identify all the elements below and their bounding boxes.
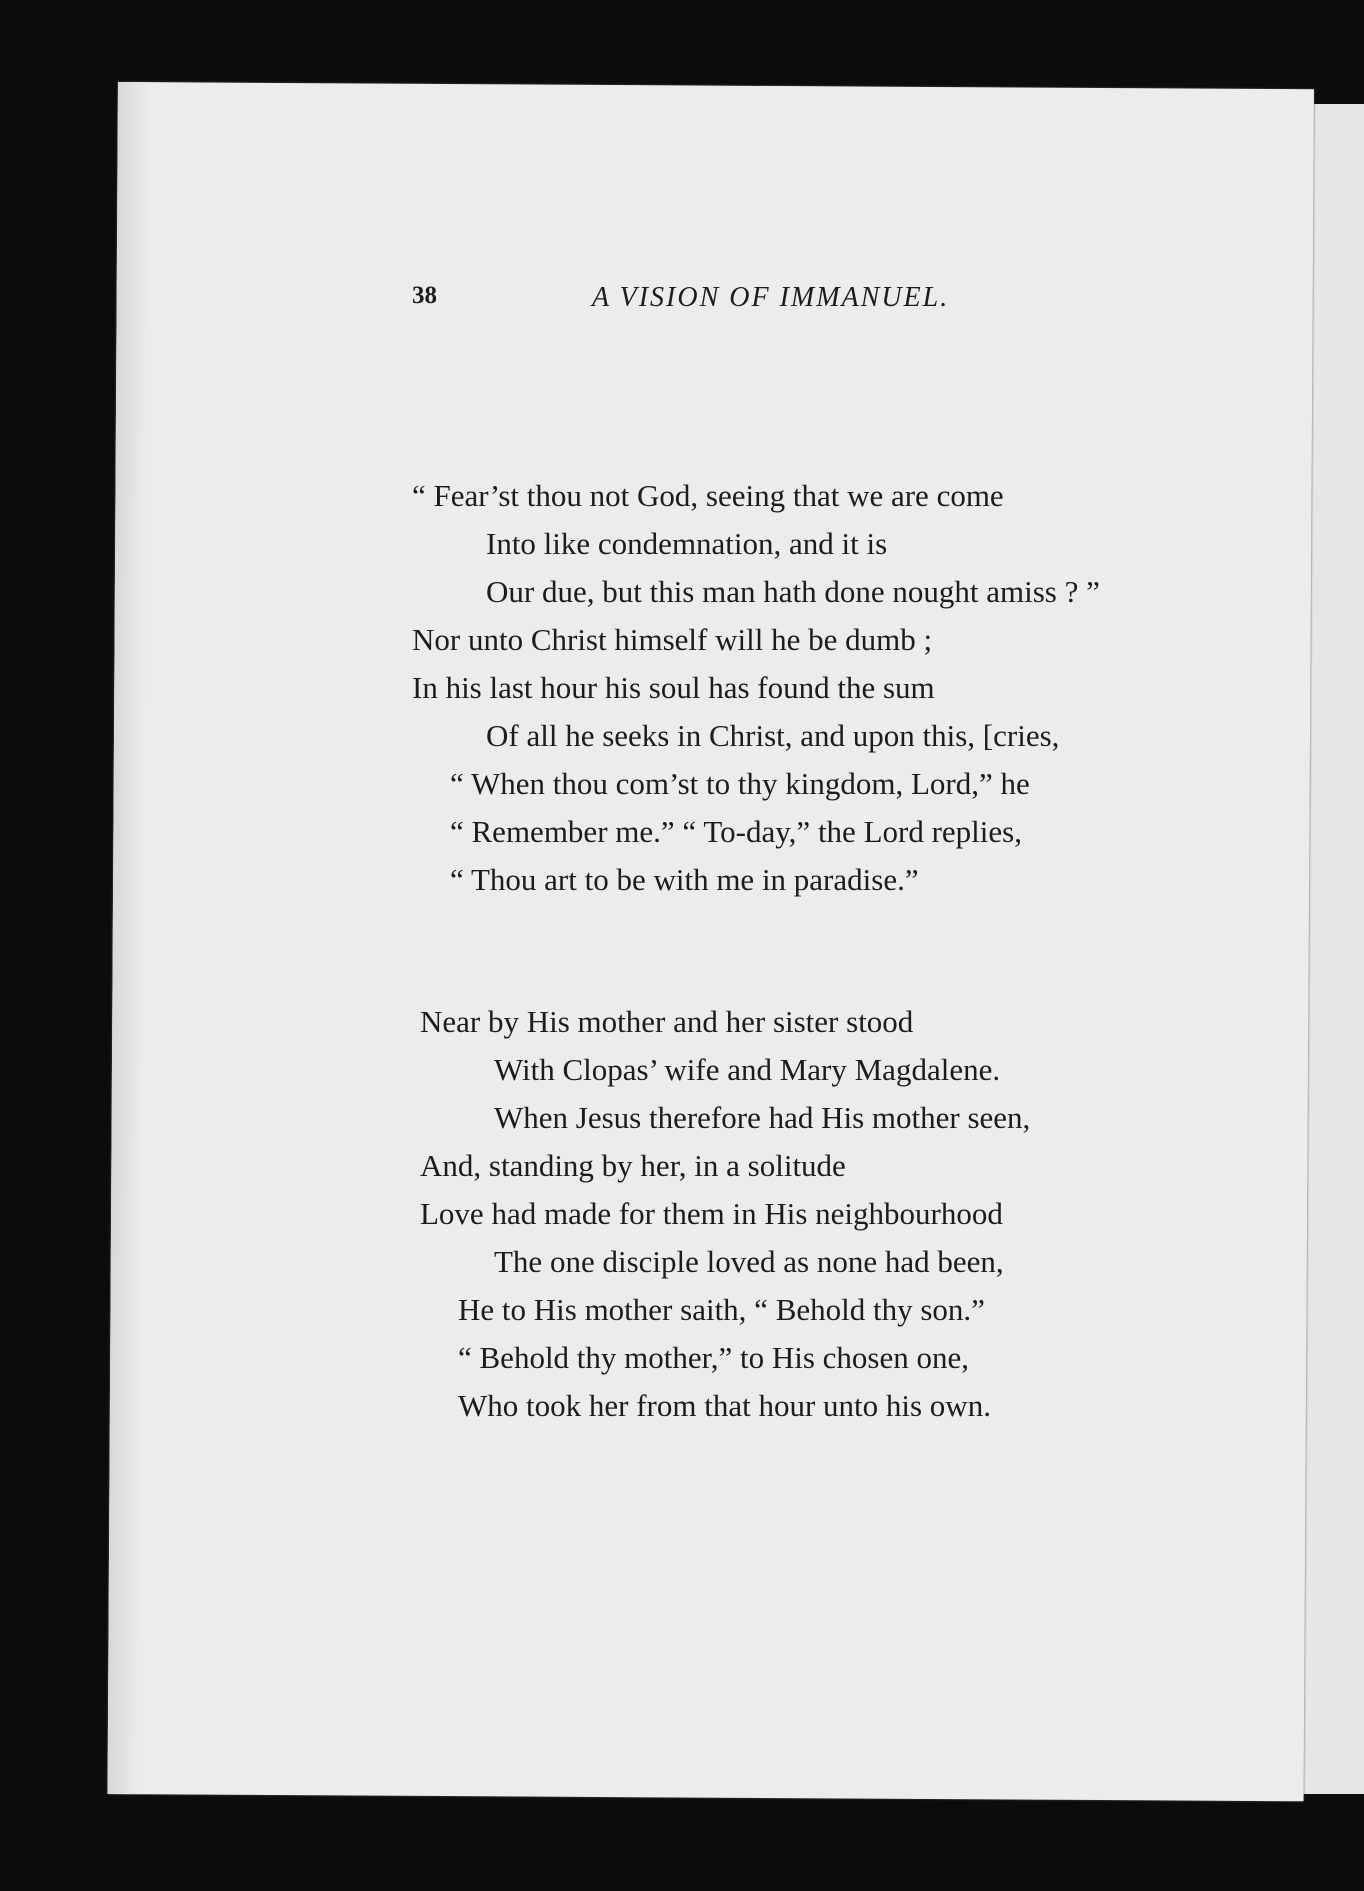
poem-line: “ Thou art to be with me in paradise.”: [450, 862, 919, 897]
poem-line: In his last hour his soul has found the sum: [412, 670, 935, 705]
poem-line: Of all he seeks in Christ, and upon this, [cries,: [486, 718, 1060, 753]
poem-line: Into like condemnation, and it is: [486, 526, 888, 561]
poem-line: “ When thou com’st to thy kingdom, Lord,” he: [450, 766, 1030, 801]
poem-line: Our due, but this man hath done nought amiss ? ”: [486, 574, 1100, 609]
poem-line: “ Behold thy mother,” to His chosen one,: [458, 1340, 970, 1375]
poem-line: He to His mother saith, “ Behold thy son.”: [458, 1292, 985, 1327]
poem-line: Near by His mother and her sister stood: [420, 1004, 914, 1039]
poem-line: Nor unto Christ himself will he be dumb ;: [412, 622, 933, 657]
poem-line: The one disciple loved as none had been,: [494, 1244, 1004, 1279]
page-number: 38: [412, 282, 437, 309]
poem-line: Love had made for them in His neighbourhood: [420, 1196, 1003, 1231]
page-gutter-shadow: [108, 82, 150, 1794]
book-title: A VISION OF IMMANUEL.: [592, 282, 950, 313]
poem-line: With Clopas’ wife and Mary Magdalene.: [494, 1052, 1001, 1087]
running-header: [412, 282, 1032, 322]
poem-line: “ Remember me.” “ To-day,” the Lord replies,: [450, 814, 1022, 849]
poem-line: And, standing by her, in a solitude: [420, 1148, 846, 1183]
book-page: [108, 82, 1314, 1801]
poem-line: Who took her from that hour unto his own.: [458, 1388, 991, 1423]
poem-line: “ Fear’st thou not God, seeing that we are come: [412, 478, 1004, 513]
stanza-2: [420, 998, 1030, 1430]
stanza-1: [412, 472, 1100, 904]
poem-line: When Jesus therefore had His mother seen,: [494, 1100, 1031, 1135]
